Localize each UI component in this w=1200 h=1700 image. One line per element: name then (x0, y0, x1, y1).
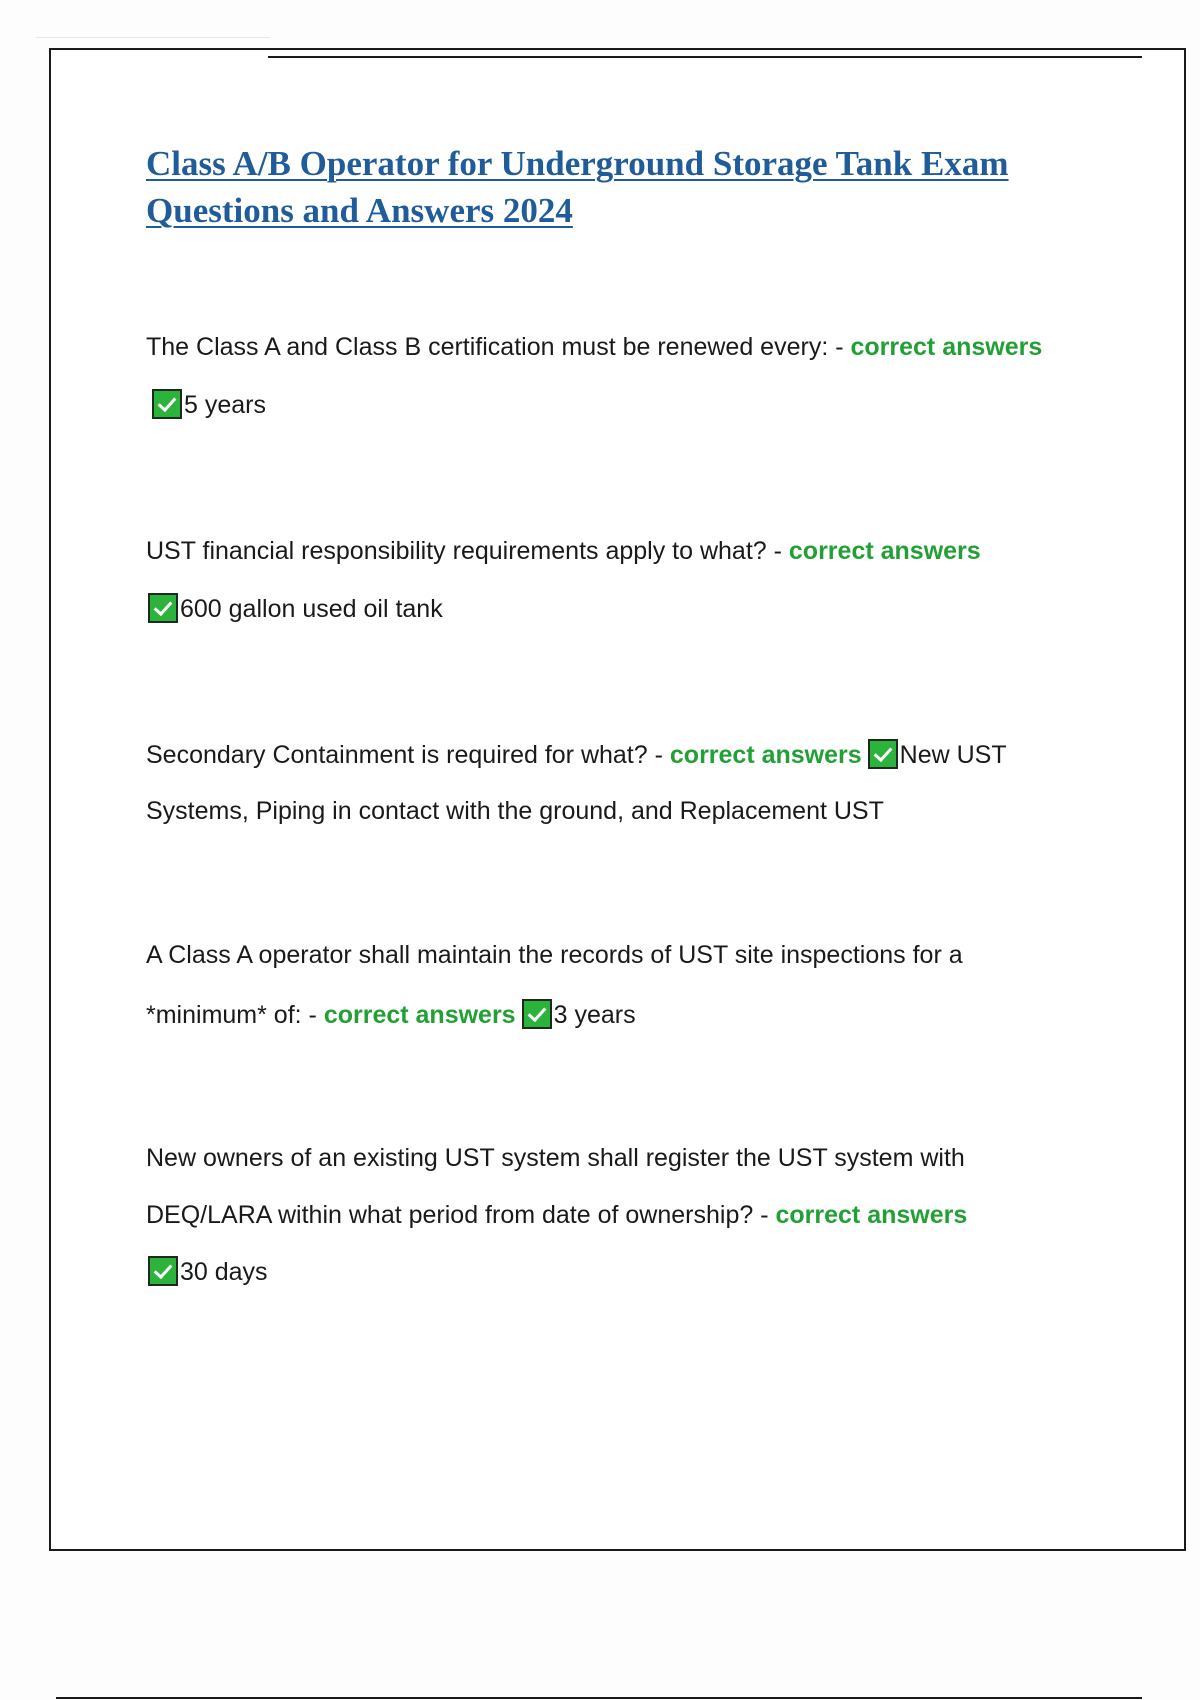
separator-3: - (647, 741, 670, 769)
answer-label-5: correct answers (775, 1201, 968, 1229)
green-check-icon (148, 1256, 178, 1286)
qa-item-2 (146, 522, 1091, 638)
document-title[interactable]: Class A/B Operator for Underground Storage Tank Exam Questions and Answers 2024 (146, 144, 1009, 230)
top-rule (268, 56, 1142, 58)
answer-label-1: correct answers (850, 333, 1043, 361)
green-check-icon (152, 389, 182, 419)
qa-item-3 (146, 727, 1106, 839)
qa-item-5 (146, 1130, 1076, 1301)
answer-3: New UST Systems, Piping in contact with the ground, and Replacement UST (146, 741, 1007, 825)
question-3: Secondary Containment is required for what? (146, 741, 648, 769)
separator-1: - (828, 333, 851, 361)
question-5: New owners of an existing UST system shall register the UST system with DEQ/LARA within what period from date of ownership? (146, 1144, 965, 1229)
green-check-icon (868, 739, 898, 769)
qa-item-4 (146, 925, 1076, 1045)
separator-2: - (766, 537, 789, 565)
question-4: A Class A operator shall maintain the records of UST site inspections for a *minimum* of: (146, 941, 963, 1029)
answer-1: 5 years (184, 391, 266, 419)
separator-4: - (301, 1001, 324, 1029)
green-check-icon (522, 999, 552, 1029)
faint-header-line (36, 37, 270, 38)
bottom-rule (56, 1697, 1142, 1699)
answer-4: 3 years (553, 1001, 636, 1029)
answer-5: 30 days (180, 1258, 268, 1286)
answer-label-3: correct answers (669, 741, 862, 769)
question-2: UST financial responsibility requirements apply to what? (146, 537, 767, 565)
answer-label-4: correct answers (323, 1001, 516, 1029)
green-check-icon (148, 593, 178, 623)
answer-2: 600 gallon used oil tank (180, 595, 443, 623)
question-1: The Class A and Class B certification must be renewed every: (146, 333, 829, 361)
separator-5: - (753, 1201, 776, 1229)
answer-label-2: correct answers (788, 537, 981, 565)
qa-item-1 (146, 318, 1046, 434)
